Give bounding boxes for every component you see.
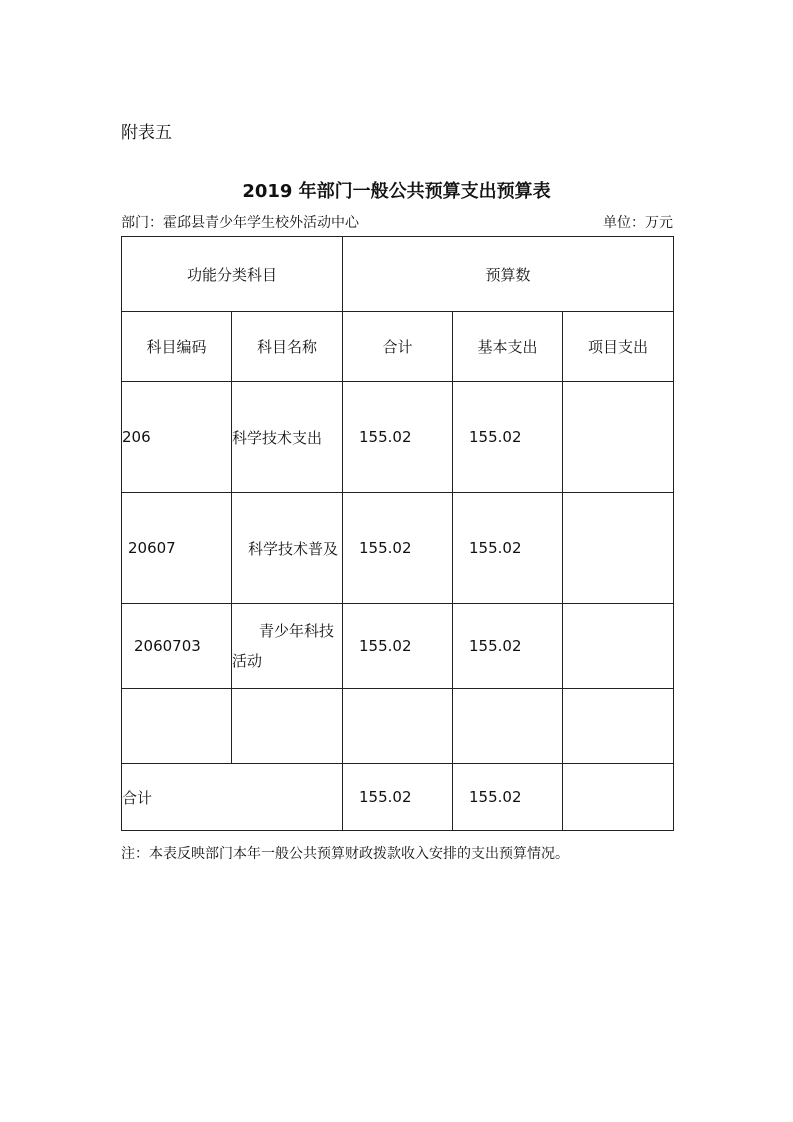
subheader-basic: 基本支出	[453, 312, 563, 382]
subheader-total: 合计	[343, 312, 453, 382]
budget-table	[121, 236, 674, 831]
row-total: 155.02	[343, 493, 453, 604]
row-basic: 155.02	[453, 493, 563, 604]
empty-cell	[343, 689, 453, 764]
unit-label: 单位：万元	[603, 215, 673, 231]
total-row	[122, 764, 674, 831]
header-functional-classification: 功能分类科目	[122, 237, 343, 312]
header-row	[122, 237, 674, 312]
row-basic: 155.02	[453, 382, 563, 493]
row-project	[563, 493, 674, 604]
row-name: 科学技术支出	[232, 382, 343, 493]
table-row	[122, 493, 674, 604]
subheader-name: 科目名称	[232, 312, 343, 382]
appendix-label: 附表五	[121, 123, 172, 143]
row-project	[563, 604, 674, 689]
document-title: 2019 年部门一般公共预算支出预算表	[242, 181, 551, 202]
total-label: 合计	[122, 764, 343, 831]
subheader-project: 项目支出	[563, 312, 674, 382]
subheader-code: 科目编码	[122, 312, 232, 382]
subheader-row	[122, 312, 674, 382]
table-row	[122, 382, 674, 493]
empty-cell	[453, 689, 563, 764]
row-code: 206	[122, 382, 232, 493]
footnote: 注：本表反映部门本年一般公共预算财政拨款收入安排的支出预算情况。	[121, 846, 569, 862]
row-name-line2: 活动	[232, 652, 263, 670]
empty-cell	[122, 689, 232, 764]
table-row	[122, 604, 674, 689]
total-project	[563, 764, 674, 831]
row-basic: 155.02	[453, 604, 563, 689]
row-name	[232, 604, 343, 689]
department-label: 部门：霍邱县青少年学生校外活动中心	[121, 215, 359, 231]
meta-row	[121, 212, 673, 232]
row-name-line1: 青少年科技	[259, 622, 335, 640]
row-name: 科学技术普及	[232, 493, 343, 604]
total-basic: 155.02	[453, 764, 563, 831]
header-budget-amount: 预算数	[343, 237, 674, 312]
row-project	[563, 382, 674, 493]
empty-cell	[563, 689, 674, 764]
row-code: 20607	[122, 493, 232, 604]
row-total: 155.02	[343, 382, 453, 493]
empty-row	[122, 689, 674, 764]
row-total: 155.02	[343, 604, 453, 689]
empty-cell	[232, 689, 343, 764]
total-total: 155.02	[343, 764, 453, 831]
row-code: 2060703	[122, 604, 232, 689]
